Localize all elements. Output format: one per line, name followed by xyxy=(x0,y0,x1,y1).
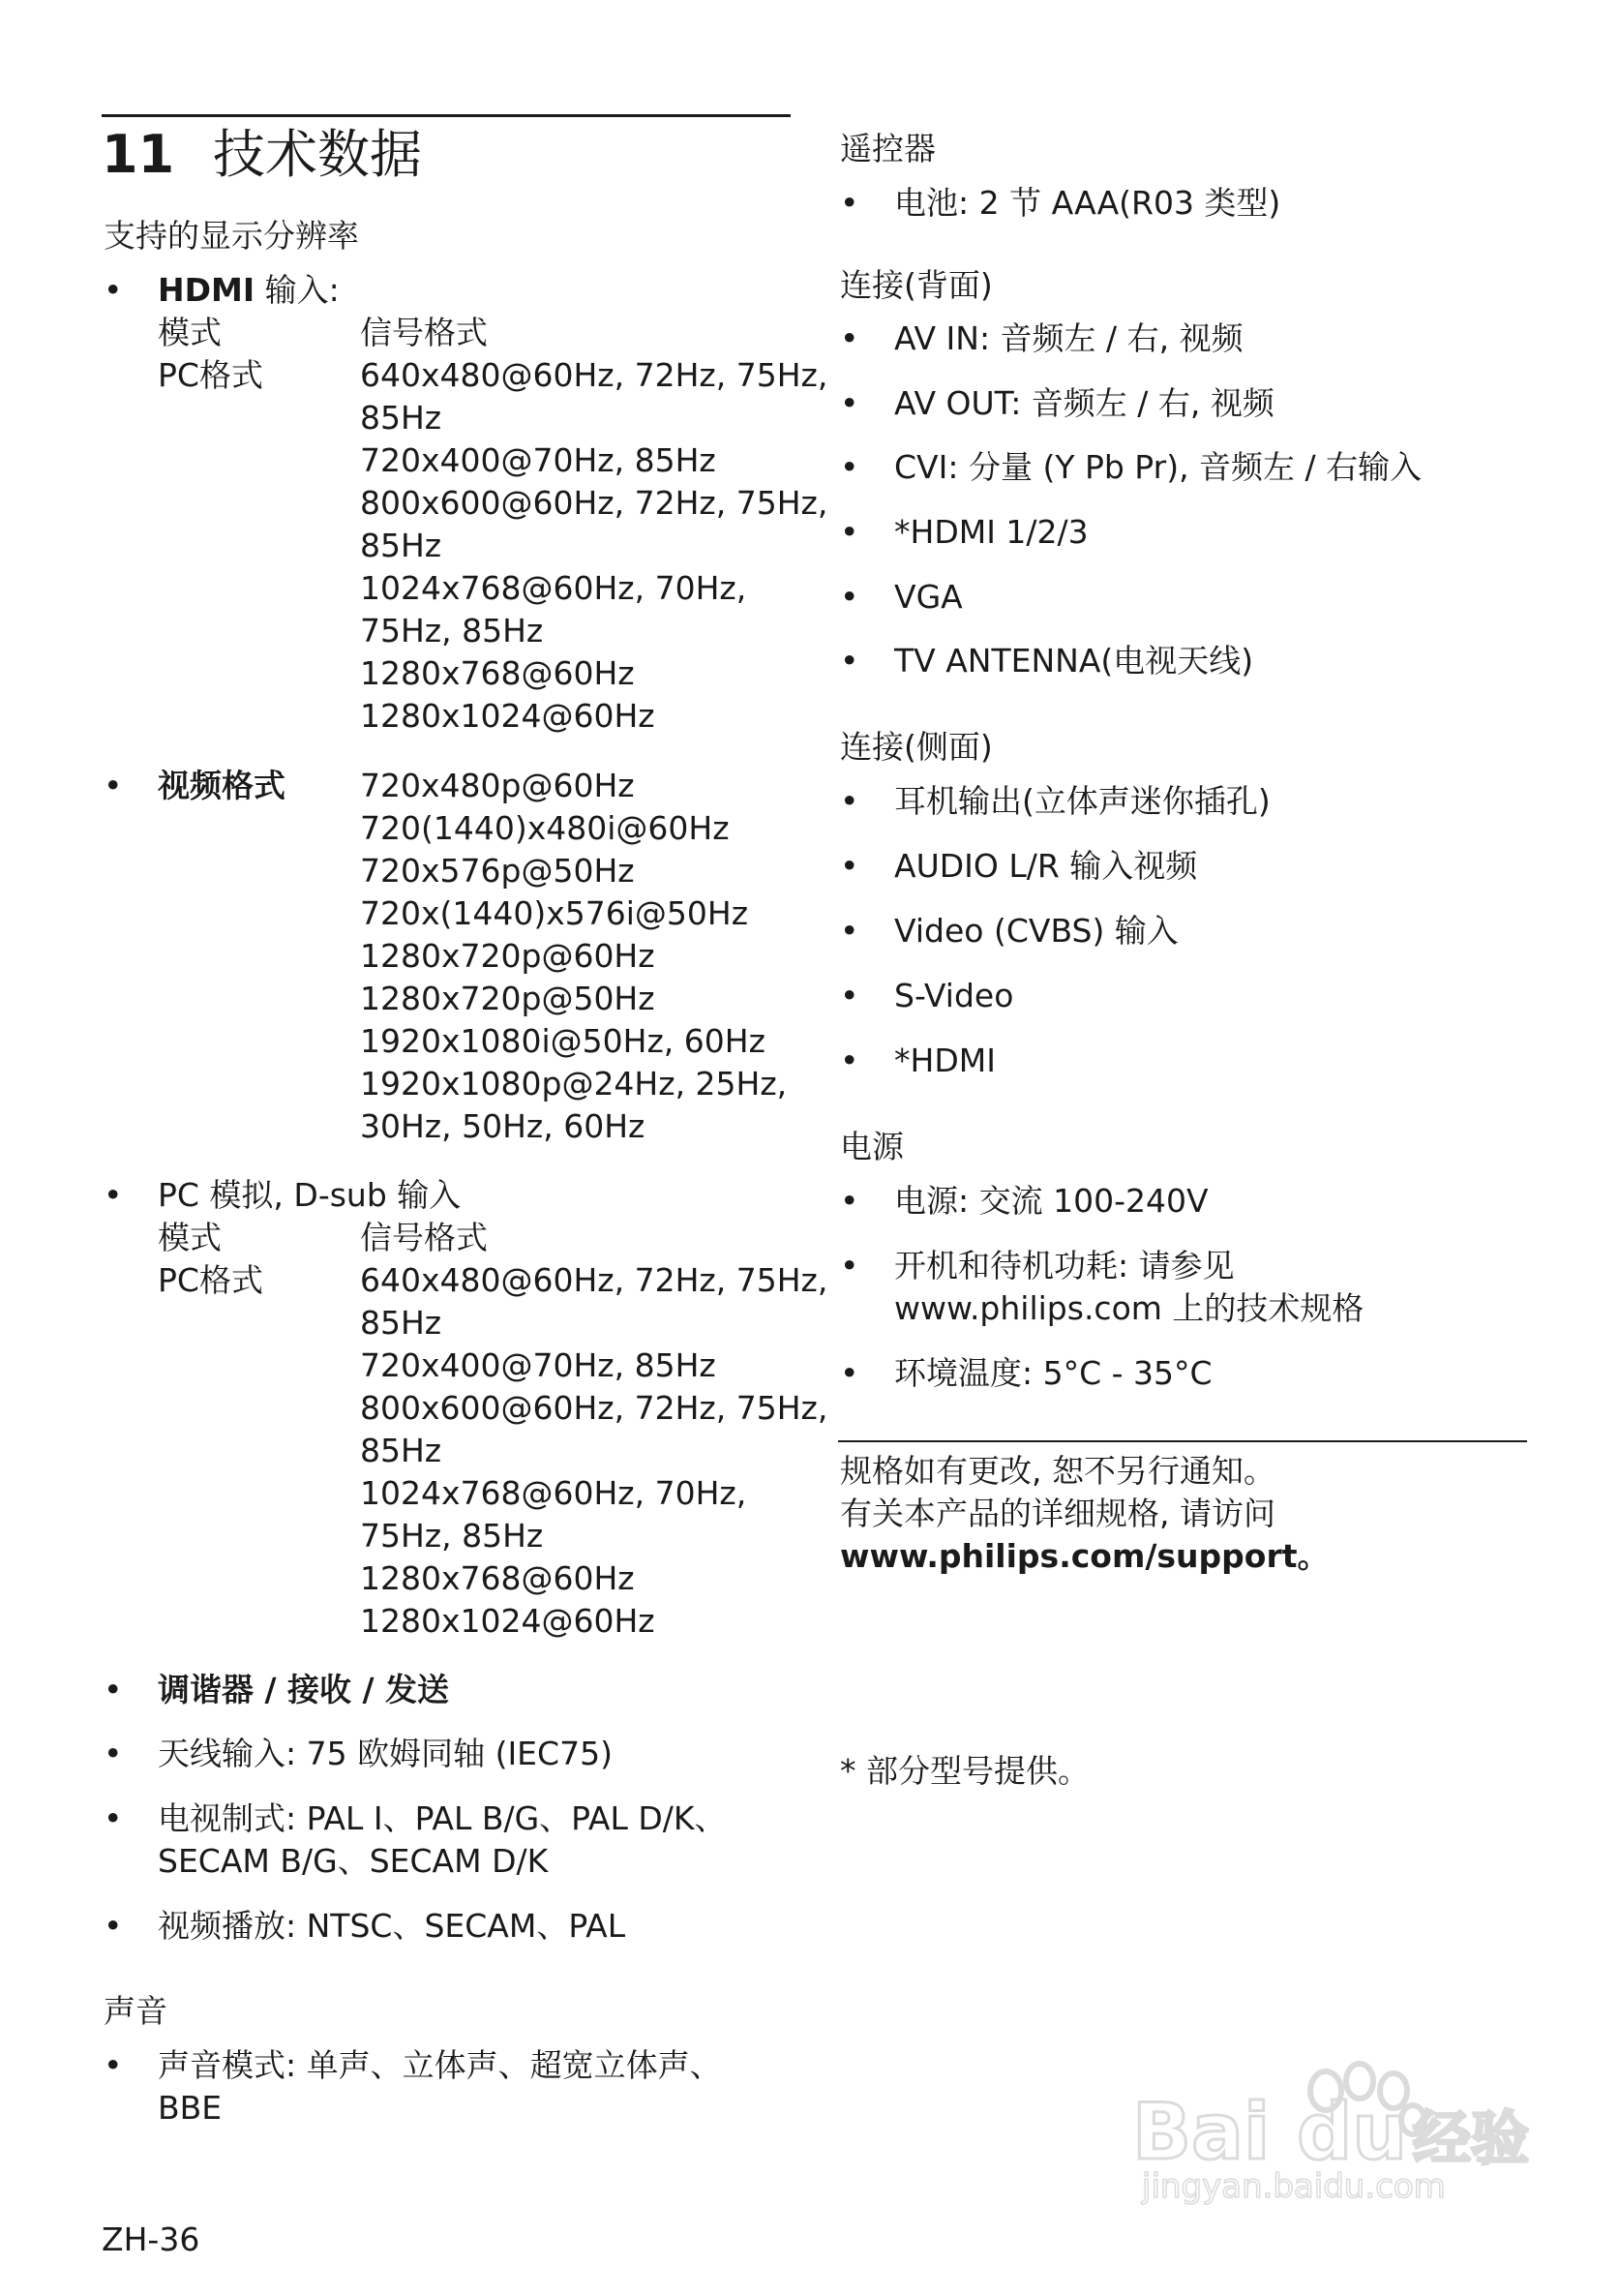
format-line: 75Hz, 85Hz xyxy=(360,1517,544,1555)
pc-col-format: 信号格式 xyxy=(360,1219,488,1256)
footnote: * 部分型号提供。 xyxy=(840,1752,1090,1790)
video-format-label: 视频格式 xyxy=(158,767,285,804)
format-line: 1920x1080i@50Hz, 60Hz xyxy=(360,1022,765,1060)
sound-mode-line-2: BBE xyxy=(158,2089,223,2127)
format-line: 85Hz xyxy=(360,527,442,564)
svg-text:经验: 经验 xyxy=(1413,2105,1529,2173)
rear-item: VGA xyxy=(894,578,963,616)
format-line: 640x480@60Hz, 72Hz, 75Hz, xyxy=(360,1261,828,1299)
chapter-title xyxy=(102,121,422,189)
format-line: 1920x1080p@24Hz, 25Hz, xyxy=(360,1065,788,1103)
bullet: • xyxy=(840,578,859,616)
format-line: 720x576p@50Hz xyxy=(360,852,635,890)
bullet: • xyxy=(840,513,859,551)
format-line: 1280x720p@60Hz xyxy=(360,937,655,975)
bullet: • xyxy=(840,1182,859,1220)
support-link[interactable]: www.philips.com/support。 xyxy=(840,1537,1330,1575)
bullet: • xyxy=(840,847,859,885)
format-line: 720(1440)x480i@60Hz xyxy=(360,809,730,847)
hdmi-mode-value: PC格式 xyxy=(158,356,263,394)
antenna-item: 天线输入: 75 欧姆同轴 (IEC75) xyxy=(158,1735,613,1772)
rear-item: AV IN: 音频左 / 右, 视频 xyxy=(894,319,1244,357)
video-playback-item: 视频播放: NTSC、SECAM、PAL xyxy=(158,1907,626,1945)
bullet: • xyxy=(840,977,859,1014)
hdmi-label: HDMI 输入: xyxy=(158,271,340,309)
format-line: 1280x768@60Hz xyxy=(360,654,635,692)
bullet: • xyxy=(104,1735,123,1772)
side-item: AUDIO L/R 输入视频 xyxy=(894,847,1198,885)
bullet: • xyxy=(840,1042,859,1079)
svg-text:Bai: Bai xyxy=(1132,2087,1271,2177)
format-line: 720x(1440)x576i@50Hz xyxy=(360,894,749,932)
format-line: 800x600@60Hz, 72Hz, 75Hz, xyxy=(360,484,828,522)
format-line: 85Hz xyxy=(360,1304,442,1342)
power-heading: 电源 xyxy=(840,1128,904,1165)
baidu-jingyan-watermark-logo xyxy=(1123,2052,1529,2207)
battery-item: 电池: 2 节 AAA(R03 类型) xyxy=(894,184,1281,222)
format-line: 75Hz, 85Hz xyxy=(360,612,544,650)
bullet: • xyxy=(840,782,859,820)
power-consumption-line-2: www.philips.com 上的技术规格 xyxy=(894,1289,1364,1327)
rear-item: *HDMI 1/2/3 xyxy=(894,513,1089,551)
sound-heading: 声音 xyxy=(104,1992,167,2030)
format-line: 85Hz xyxy=(360,1432,442,1469)
format-line: 720x400@70Hz, 85Hz xyxy=(360,441,716,479)
notice-line-2: 有关本产品的详细规格, 请访问 xyxy=(840,1495,1275,1532)
notice-rule xyxy=(838,1440,1527,1442)
svg-text:du: du xyxy=(1297,2087,1408,2177)
pc-label: PC 模拟, D-sub 输入 xyxy=(158,1176,462,1214)
page-number: ZH-36 xyxy=(102,2220,200,2258)
format-line: 30Hz, 50Hz, 60Hz xyxy=(360,1107,645,1145)
bullet: • xyxy=(840,1354,859,1392)
format-line: 1024x768@60Hz, 70Hz, xyxy=(360,1474,747,1512)
format-line: 640x480@60Hz, 72Hz, 75Hz, xyxy=(360,356,828,394)
tuner-item: 调谐器 / 接收 / 发送 xyxy=(158,1671,450,1708)
remote-heading: 遥控器 xyxy=(840,130,936,167)
rear-item: CVI: 分量 (Y Pb Pr), 音频左 / 右输入 xyxy=(894,448,1423,486)
tv-system-line-2: SECAM B/G、SECAM D/K xyxy=(158,1842,549,1880)
side-item: Video (CVBS) 输入 xyxy=(894,912,1179,950)
bullet: • xyxy=(840,912,859,950)
bullet: • xyxy=(840,384,859,422)
format-line: 1280x720p@50Hz xyxy=(360,980,655,1017)
bullet: • xyxy=(104,1176,123,1214)
format-line: 1280x768@60Hz xyxy=(360,1559,635,1597)
side-item: *HDMI xyxy=(894,1042,996,1079)
bullet: • xyxy=(840,319,859,357)
bullet: • xyxy=(840,642,859,680)
bullet: • xyxy=(104,1671,123,1708)
bullet: • xyxy=(840,448,859,486)
bullet: • xyxy=(104,1907,123,1945)
format-line: 85Hz xyxy=(360,399,442,437)
notice-line-1: 规格如有更改, 恕不另行通知。 xyxy=(840,1452,1275,1490)
bullet: • xyxy=(840,1247,859,1284)
bullet: • xyxy=(104,1799,123,1837)
hdmi-col-mode: 模式 xyxy=(158,314,222,351)
bullet: • xyxy=(104,2046,123,2084)
bullet: • xyxy=(840,184,859,222)
pc-col-mode: 模式 xyxy=(158,1219,222,1256)
rear-item: AV OUT: 音频左 / 右, 视频 xyxy=(894,384,1274,422)
hdmi-col-format: 信号格式 xyxy=(360,314,488,351)
side-connection-heading: 连接(侧面) xyxy=(840,728,993,766)
hdmi-format-list xyxy=(360,354,827,738)
resolution-heading: 支持的显示分辨率 xyxy=(104,217,359,255)
pc-format-list xyxy=(360,1259,827,1643)
power-consumption-line-1: 开机和待机功耗: 请参见 xyxy=(894,1247,1235,1284)
pc-mode-value: PC格式 xyxy=(158,1261,263,1299)
format-line: 720x480p@60Hz xyxy=(360,767,635,804)
format-line: 800x600@60Hz, 72Hz, 75Hz, xyxy=(360,1389,828,1427)
temperature-item: 环境温度: 5°C - 35°C xyxy=(894,1354,1213,1392)
format-line: 1024x768@60Hz, 70Hz, xyxy=(360,569,747,607)
tv-system-line-1: 电视制式: PAL I、PAL B/G、PAL D/K、 xyxy=(158,1799,727,1837)
rear-connection-heading: 连接(背面) xyxy=(840,266,993,304)
side-item: S-Video xyxy=(894,977,1014,1014)
power-item: 电源: 交流 100-240V xyxy=(894,1182,1209,1220)
format-line: 720x400@70Hz, 85Hz xyxy=(360,1346,716,1384)
chapter-rule xyxy=(102,114,791,117)
rear-item: TV ANTENNA(电视天线) xyxy=(894,642,1254,680)
bullet: • xyxy=(104,767,123,804)
format-line: 1280x1024@60Hz xyxy=(360,697,655,735)
bullet: • xyxy=(104,271,123,309)
sound-mode-line-1: 声音模式: 单声、立体声、超宽立体声、 xyxy=(158,2046,722,2084)
svg-text:jingyan.baidu.com: jingyan.baidu.com xyxy=(1142,2167,1446,2206)
chapter-number: 11 xyxy=(102,124,175,185)
format-line: 1280x1024@60Hz xyxy=(360,1602,655,1640)
side-item: 耳机输出(立体声迷你插孔) xyxy=(894,782,1271,820)
video-format-list xyxy=(360,765,787,1148)
chapter-title-text: 技术数据 xyxy=(213,124,422,185)
